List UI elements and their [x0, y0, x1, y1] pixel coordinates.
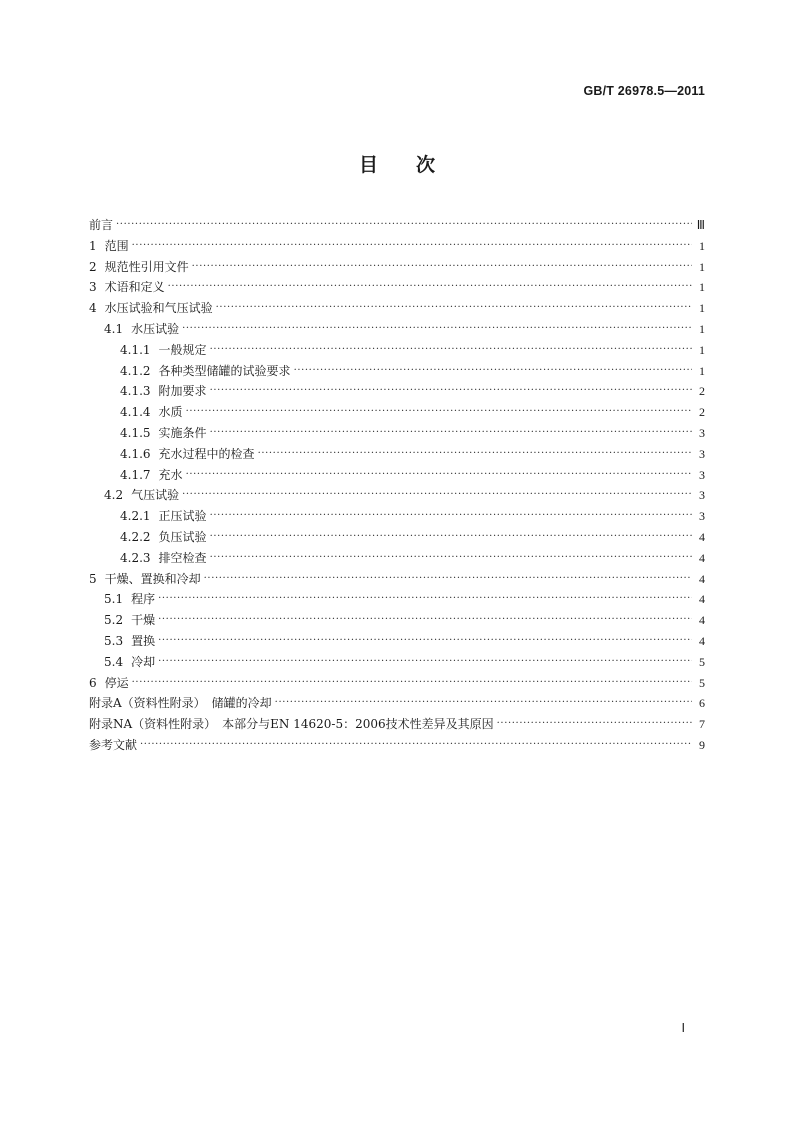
toc-entry-page: 1	[699, 238, 705, 253]
toc-entry[interactable]	[89, 257, 705, 277]
toc-entry[interactable]	[89, 215, 705, 235]
toc-dot-leader	[158, 652, 692, 672]
toc-dot-leader	[140, 735, 692, 755]
toc-entry-number: 2	[89, 259, 97, 274]
toc-entry-label: 附加要求	[158, 384, 207, 399]
toc-entry-label: 水压试验和气压试验	[104, 301, 213, 316]
toc-entry[interactable]	[89, 589, 705, 609]
toc-entry-page: 3	[699, 467, 705, 482]
toc-entry[interactable]	[89, 527, 705, 547]
toc-dot-leader	[192, 257, 692, 277]
toc-entry[interactable]	[89, 444, 705, 464]
toc-entry-number: 3	[89, 280, 97, 295]
toc-entry-page: 1	[699, 322, 705, 336]
toc-dot-leader	[158, 610, 692, 630]
standard-code: GB/T 26978.5—2011	[583, 84, 705, 98]
toc-entry-number: 4.1	[104, 322, 124, 336]
toc-dot-leader	[186, 465, 692, 485]
toc-entry[interactable]	[89, 340, 705, 360]
toc-entry-number: 4.2.1	[120, 509, 151, 524]
toc-entry-number: 4.2	[104, 488, 124, 503]
toc-entry-page: 3	[699, 509, 705, 524]
toc-entry-page: 7	[699, 717, 705, 732]
toc-dot-leader	[116, 215, 692, 235]
toc-entry-number: 5.4	[104, 654, 124, 669]
toc-dot-leader	[210, 381, 692, 401]
toc-entry[interactable]	[89, 465, 705, 485]
toc-entry-label: 规范性引用文件	[104, 259, 189, 274]
toc-entry[interactable]	[89, 402, 705, 422]
toc-entry-number: 4	[89, 301, 97, 316]
toc-entry-label: 气压试验	[131, 488, 180, 503]
toc-dot-leader	[158, 589, 692, 609]
toc-dot-leader	[210, 423, 692, 443]
toc-entry-label: 前言	[89, 218, 114, 232]
toc-entry-number: 4.1.4	[120, 405, 151, 420]
page-number: Ⅰ	[681, 1021, 685, 1035]
toc-entry[interactable]	[89, 673, 705, 693]
toc-dot-leader	[275, 693, 692, 713]
toc-entry-number: 5.1	[104, 592, 124, 607]
toc-entry[interactable]	[89, 610, 705, 630]
toc-entry-label: 附录NA（资料性附录） 本部分与EN 14620-5：2006技术性差异及其原因	[89, 717, 494, 732]
toc-entry-label: 实施条件	[158, 426, 207, 440]
toc-dot-leader	[204, 569, 692, 589]
toc-entry-number: 4.1.5	[120, 426, 151, 440]
toc-entry[interactable]	[89, 693, 705, 713]
toc-dot-leader	[294, 361, 692, 381]
toc-entry-label: 正压试验	[158, 509, 207, 524]
page-title: 目次	[358, 154, 473, 176]
toc-entry[interactable]	[89, 277, 705, 297]
toc-entry-page: 3	[699, 426, 705, 440]
toc-entry-number: 6	[89, 675, 97, 690]
toc-entry-page: 1	[699, 342, 705, 357]
toc-entry-page: 4	[699, 530, 705, 544]
toc-dot-leader	[210, 506, 692, 526]
toc-entry-page: 2	[699, 405, 705, 420]
toc-entry-page: 4	[699, 571, 705, 586]
toc-entry-label: 水质	[158, 405, 183, 420]
toc-entry-page: 1	[699, 363, 705, 378]
toc-entry-page: 5	[699, 654, 705, 669]
toc-dot-leader	[158, 631, 692, 651]
toc-entry[interactable]	[89, 381, 705, 401]
toc-entry-page: 2	[699, 384, 705, 399]
toc-entry-number: 5.3	[104, 634, 124, 648]
toc-entry[interactable]	[89, 548, 705, 568]
toc-entry-page: 4	[699, 592, 705, 607]
toc-dot-leader	[216, 298, 692, 318]
toc-entry-number: 4.1.7	[120, 467, 151, 482]
toc-entry[interactable]	[89, 485, 705, 505]
toc-entry-number: 5.2	[104, 613, 124, 628]
toc-entry[interactable]	[89, 735, 705, 755]
toc-entry-label: 参考文献	[89, 738, 138, 752]
toc-entry-page: 6	[699, 696, 705, 711]
toc-entry-label: 范围	[104, 238, 129, 253]
toc-entry-page: 4	[699, 613, 705, 628]
toc-entry[interactable]	[89, 631, 705, 651]
toc-entry-page: 1	[699, 259, 705, 274]
toc-entry-number: 4.1.3	[120, 384, 151, 399]
toc-entry-number: 4.1.2	[120, 363, 151, 378]
toc-entry[interactable]	[89, 319, 705, 339]
toc-entry-label: 术语和定义	[104, 280, 165, 295]
toc-entry-page: 3	[699, 446, 705, 461]
toc-dot-leader	[132, 236, 692, 256]
toc-entry[interactable]	[89, 423, 705, 443]
toc-entry-label: 停运	[104, 675, 129, 690]
toc-dot-leader	[168, 277, 692, 297]
toc-entry-label: 充水过程中的检查	[158, 446, 255, 461]
toc-entry-label: 水压试验	[131, 322, 180, 336]
toc-dot-leader	[186, 402, 692, 422]
toc-entry[interactable]	[89, 506, 705, 526]
toc-entry-number: 4.1.1	[120, 342, 151, 357]
toc-entry-page: 4	[699, 550, 705, 565]
toc-entry-label: 负压试验	[158, 530, 207, 544]
toc-entry-page: 3	[699, 488, 705, 503]
toc-dot-leader	[210, 548, 692, 568]
toc-dot-leader	[210, 340, 692, 360]
toc-entry[interactable]	[89, 652, 705, 672]
toc-entry-page: 4	[699, 634, 705, 648]
toc-dot-leader	[210, 527, 692, 547]
toc-entry-page: 9	[699, 738, 705, 752]
toc-entry-number: 1	[89, 238, 97, 253]
toc-dot-leader	[497, 714, 692, 734]
toc-entry-label: 充水	[158, 467, 183, 482]
toc-entry-label: 程序	[131, 592, 156, 607]
toc-entry-number: 5	[89, 571, 97, 586]
toc-entry-label: 冷却	[131, 654, 156, 669]
toc-entry[interactable]	[89, 361, 705, 381]
toc-entry-number: 4.1.6	[120, 446, 151, 461]
toc-dot-leader	[182, 319, 692, 339]
toc-entry-label: 各种类型储罐的试验要求	[158, 363, 291, 378]
toc-entry-label: 一般规定	[158, 342, 207, 357]
toc-entry-label: 干燥、置换和冷却	[104, 571, 201, 586]
toc-entry[interactable]	[89, 298, 705, 318]
toc-dot-leader	[132, 673, 692, 693]
toc-entry-label: 附录A（资料性附录） 储罐的冷却	[89, 696, 272, 711]
toc-entry-label: 置换	[131, 634, 156, 648]
toc-dot-leader	[258, 444, 692, 464]
toc-entry-number: 4.2.3	[120, 550, 151, 565]
toc-entry-page: Ⅲ	[696, 218, 705, 232]
toc-entry-label: 排空检查	[158, 550, 207, 565]
toc-entry-number: 4.2.2	[120, 530, 151, 544]
toc-entry[interactable]	[89, 714, 705, 734]
toc-entry[interactable]	[89, 236, 705, 256]
toc-entry-page: 1	[699, 301, 705, 316]
toc-entry[interactable]	[89, 569, 705, 589]
toc-entry-page: 1	[699, 280, 705, 295]
toc-entry-page: 5	[699, 675, 705, 690]
toc-dot-leader	[182, 485, 692, 505]
toc-entry-label: 干燥	[131, 613, 156, 628]
